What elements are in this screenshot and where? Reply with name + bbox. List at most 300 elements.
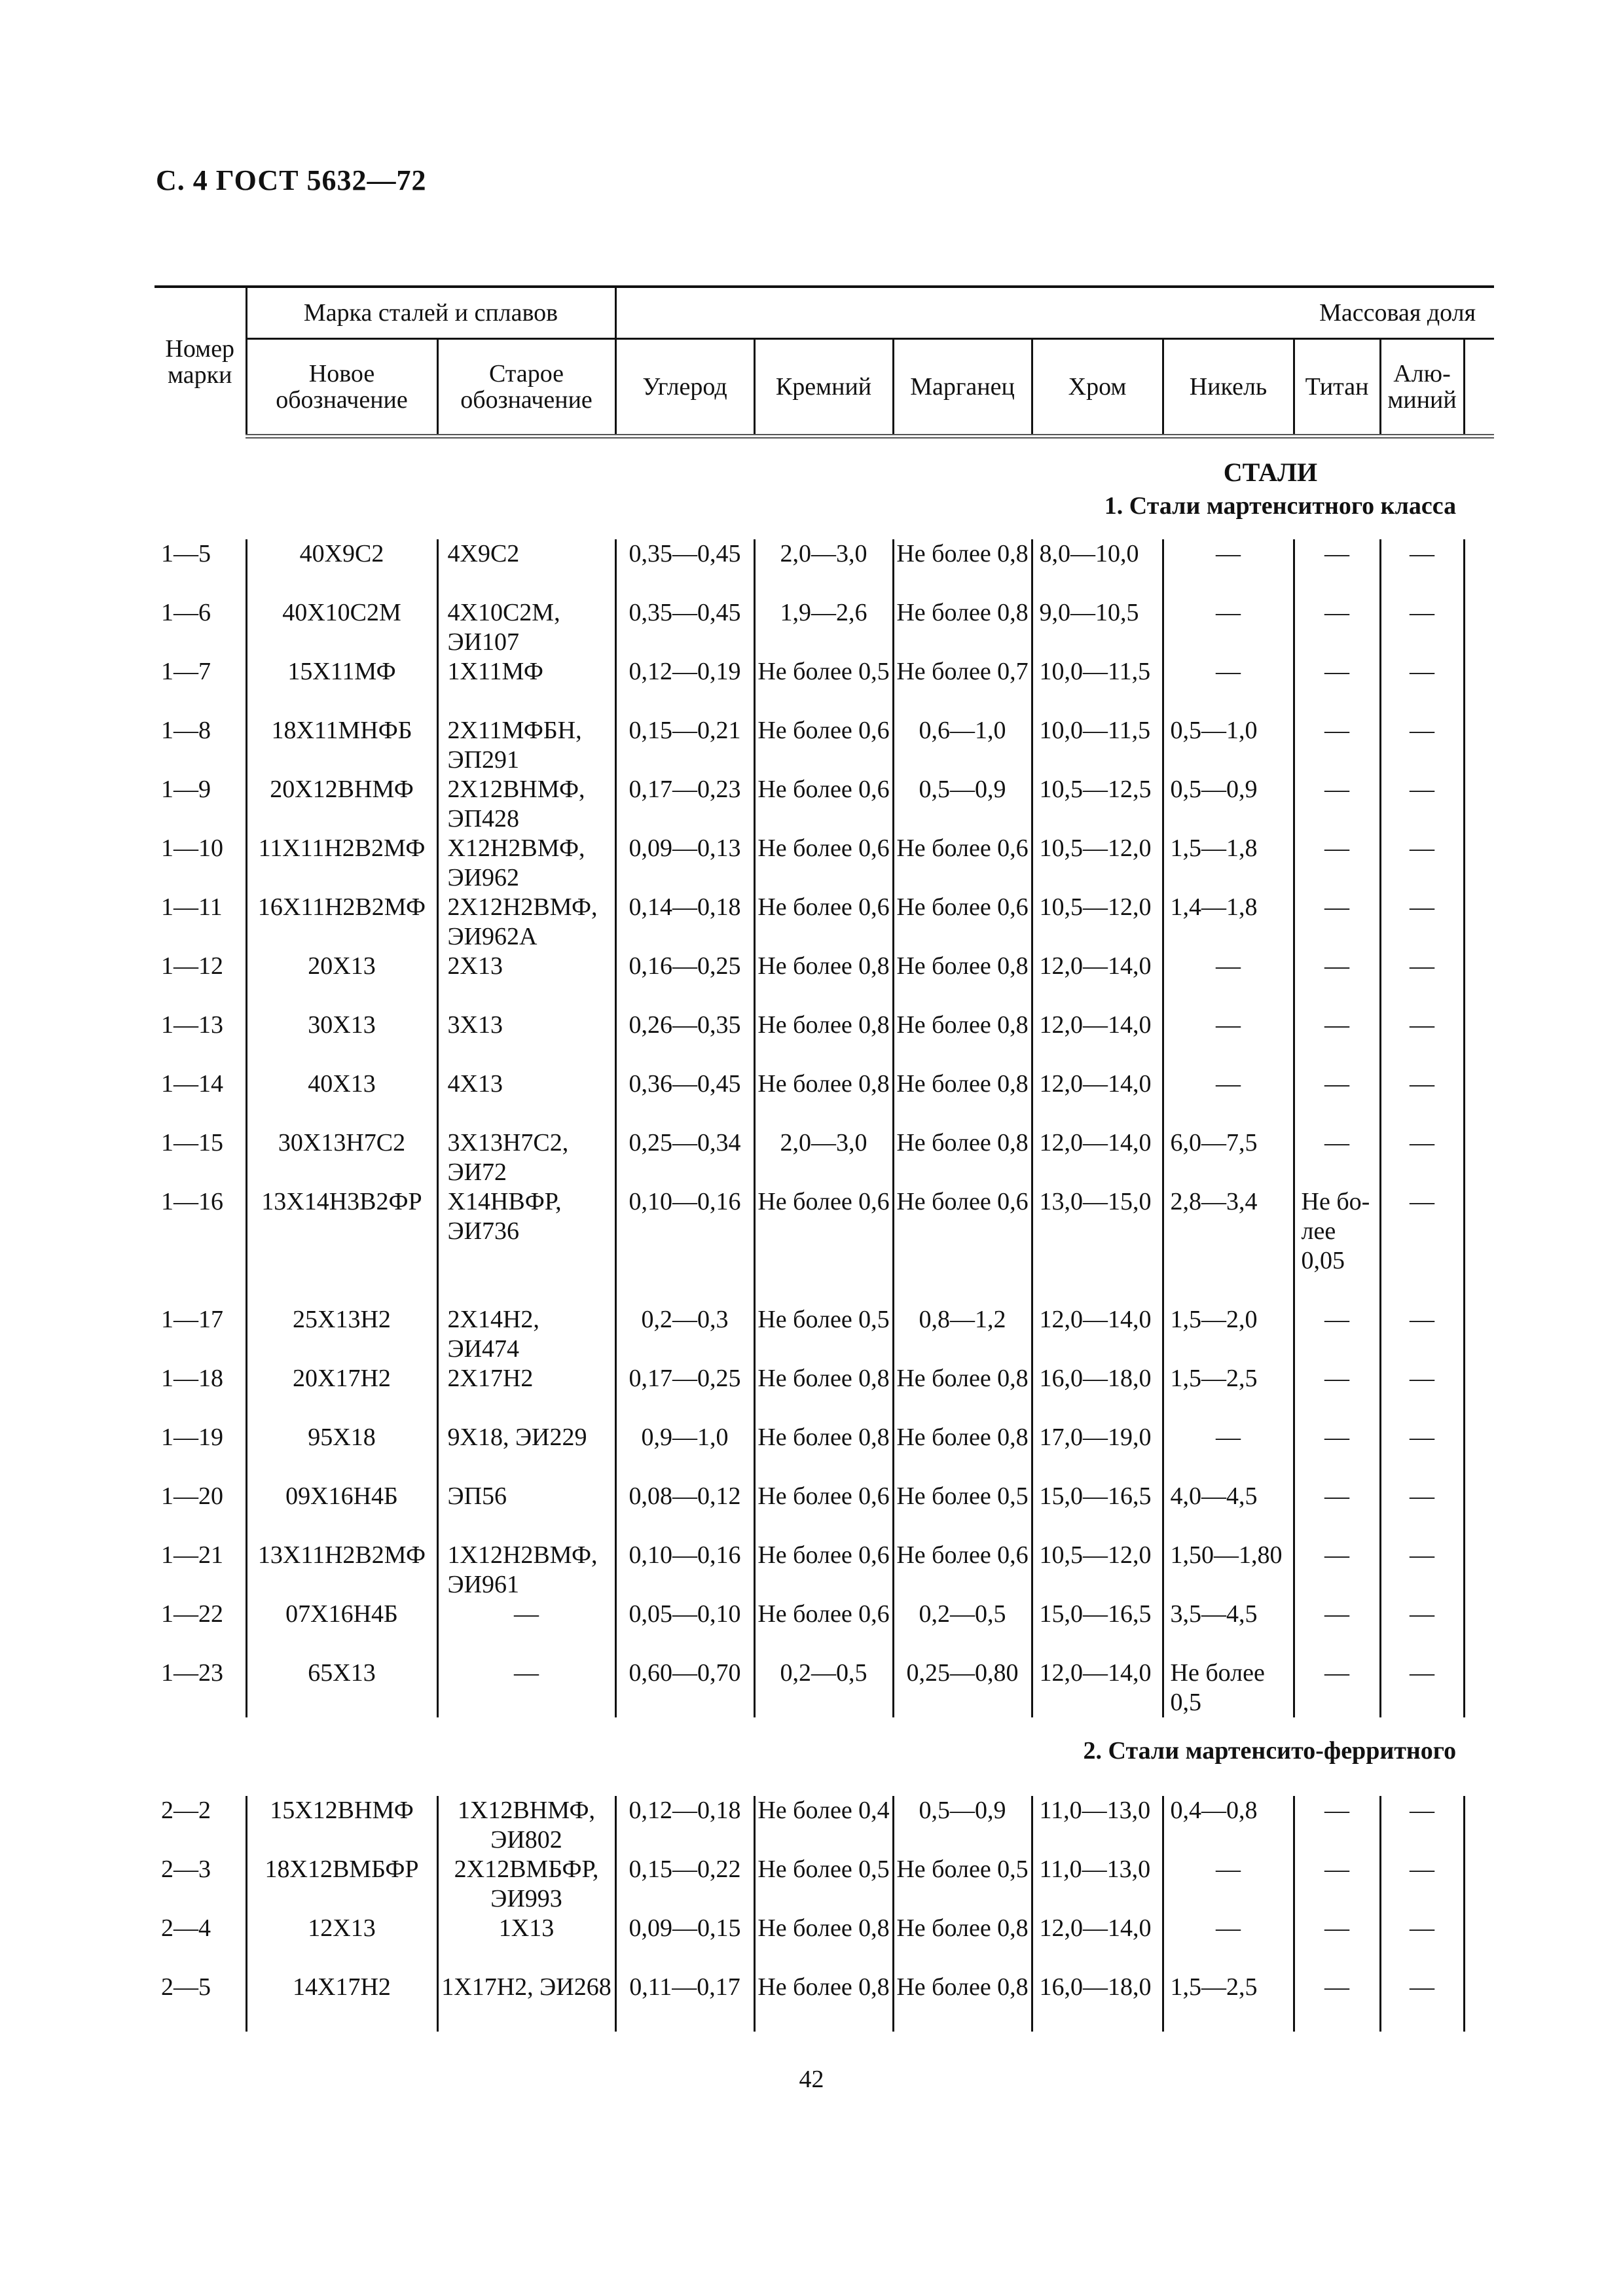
table-row (155, 1187, 1494, 1305)
titanium-value: — (1294, 716, 1380, 775)
chromium-value: 12,0—14,0 (1032, 1914, 1163, 1973)
titanium-value: — (1294, 893, 1380, 952)
composition-table (155, 285, 1494, 2032)
carbon-value: 0,09—0,13 (615, 834, 754, 893)
header-old-designation: Старое обозначение (437, 339, 615, 437)
carbon-value: 0,15—0,21 (615, 716, 754, 775)
row-number: 1—12 (161, 952, 223, 980)
manganese-value: Не более 0,8 (893, 1914, 1032, 1973)
carbon-value: 0,60—0,70 (615, 1659, 754, 1717)
carbon-value: 0,35—0,45 (615, 539, 754, 598)
old-designation: 2Х17Н2 (437, 1364, 615, 1423)
silicon-value: Не более 0,6 (754, 893, 893, 952)
carbon-value: 0,12—0,19 (615, 657, 754, 716)
chromium-value: 10,5—12,0 (1032, 834, 1163, 893)
row-number: 2—5 (161, 1973, 211, 2001)
carbon-value: 0,26—0,35 (615, 1011, 754, 1069)
silicon-value: Не более 0,8 (754, 1423, 893, 1482)
new-designation: 30Х13 (246, 1011, 437, 1069)
chromium-value: 12,0—14,0 (1032, 952, 1163, 1011)
aluminum-value: — (1380, 1128, 1464, 1187)
titanium-value: — (1294, 1973, 1380, 2032)
old-designation: 9Х18, ЭИ229 (437, 1423, 615, 1482)
titanium-value: — (1294, 598, 1380, 657)
carbon-value: 0,9—1,0 (615, 1423, 754, 1482)
aluminum-value: — (1380, 1482, 1464, 1541)
nickel-value: — (1163, 1423, 1294, 1482)
new-designation: 15Х11МФ (246, 657, 437, 716)
row-number: 2—3 (161, 1856, 211, 1883)
old-designation: 4Х10С2М, ЭИ107 (437, 598, 615, 657)
row-number: 2—4 (161, 1914, 211, 1942)
chromium-value: 8,0—10,0 (1032, 539, 1163, 598)
titanium-value: — (1294, 1482, 1380, 1541)
new-designation: 30Х13Н7С2 (246, 1128, 437, 1187)
new-designation: 25Х13Н2 (246, 1305, 437, 1364)
manganese-value: Не более 0,8 (893, 1011, 1032, 1069)
new-designation: 18Х11МНФБ (246, 716, 437, 775)
silicon-value: Не более 0,8 (754, 1011, 893, 1069)
section-1-rows (155, 539, 1494, 1717)
continued-cell (1464, 1914, 1494, 1973)
chromium-value: 15,0—16,5 (1032, 1482, 1163, 1541)
silicon-value: Не более 0,6 (754, 1541, 893, 1600)
nickel-value: 1,5—2,5 (1163, 1364, 1294, 1423)
table-row (155, 952, 1494, 1011)
continued-cell (1464, 1011, 1494, 1069)
continued-cell (1464, 598, 1494, 657)
continued-cell (1464, 1069, 1494, 1128)
titanium-value: Не бо-лее 0,05 (1294, 1187, 1380, 1305)
table-row (155, 716, 1494, 775)
titanium-value: — (1294, 1128, 1380, 1187)
titanium-value: — (1294, 539, 1380, 598)
old-designation: 3Х13Н7С2, ЭИ72 (437, 1128, 615, 1187)
chromium-value: 12,0—14,0 (1032, 1659, 1163, 1717)
manganese-value: Не более 0,8 (893, 1364, 1032, 1423)
table-row (155, 1482, 1494, 1541)
new-designation: 65Х13 (246, 1659, 437, 1717)
silicon-value: Не более 0,6 (754, 1187, 893, 1305)
aluminum-value: — (1380, 1659, 1464, 1717)
old-designation: 1Х11МФ (437, 657, 615, 716)
manganese-value: Не более 0,8 (893, 1069, 1032, 1128)
header-titanium: Титан (1294, 339, 1380, 437)
continued-cell (1464, 1600, 1494, 1659)
nickel-value: 2,8—3,4 (1163, 1187, 1294, 1305)
aluminum-value: — (1380, 952, 1464, 1011)
carbon-value: 0,14—0,18 (615, 893, 754, 952)
continued-cell (1464, 1659, 1494, 1717)
row-number: 1—21 (161, 1541, 223, 1569)
aluminum-value: — (1380, 1187, 1464, 1305)
titanium-value: — (1294, 657, 1380, 716)
header-continued (1464, 339, 1494, 437)
row-number: 1—7 (161, 658, 211, 685)
titanium-value: — (1294, 1305, 1380, 1364)
row-number: 1—10 (161, 834, 223, 862)
new-designation: 40Х13 (246, 1069, 437, 1128)
manganese-value: 0,6—1,0 (893, 716, 1032, 775)
new-designation: 09Х16Н4Б (246, 1482, 437, 1541)
header-carbon: Углерод (615, 339, 754, 437)
new-designation: 40Х10С2М (246, 598, 437, 657)
chromium-value: 10,5—12,0 (1032, 893, 1163, 952)
row-number: 1—8 (161, 717, 211, 744)
manganese-value: Не более 0,6 (893, 893, 1032, 952)
new-designation: 12Х13 (246, 1914, 437, 1973)
old-designation: 2Х14Н2, ЭИ474 (437, 1305, 615, 1364)
table-row (155, 657, 1494, 716)
chromium-value: 17,0—19,0 (1032, 1423, 1163, 1482)
old-designation: 1Х17Н2, ЭИ268 (437, 1973, 615, 2032)
old-designation: 2Х12ВМБФР, ЭИ993 (437, 1855, 615, 1914)
aluminum-value: — (1380, 1305, 1464, 1364)
new-designation: 16Х11Н2В2МФ (246, 893, 437, 952)
page-header: С. 4 ГОСТ 5632—72 (156, 164, 427, 196)
nickel-value: 1,4—1,8 (1163, 893, 1294, 952)
table-row (155, 834, 1494, 893)
carbon-value: 0,10—0,16 (615, 1187, 754, 1305)
carbon-value: 0,17—0,23 (615, 775, 754, 834)
chromium-value: 10,0—11,5 (1032, 716, 1163, 775)
new-designation: 14Х17Н2 (246, 1973, 437, 2032)
table-row (155, 1600, 1494, 1659)
titanium-value: — (1294, 1423, 1380, 1482)
silicon-value: Не более 0,8 (754, 1914, 893, 1973)
new-designation: 13Х14Н3В2ФР (246, 1187, 437, 1305)
carbon-value: 0,16—0,25 (615, 952, 754, 1011)
old-designation: 1Х12ВНМФ, ЭИ802 (437, 1796, 615, 1855)
header-aluminum: Алю-миний (1380, 339, 1464, 437)
manganese-value: Не более 0,8 (893, 952, 1032, 1011)
nickel-value: — (1163, 1914, 1294, 1973)
old-designation: 3Х13 (437, 1011, 615, 1069)
carbon-value: 0,2—0,3 (615, 1305, 754, 1364)
old-designation: 2Х12Н2ВМФ, ЭИ962А (437, 893, 615, 952)
chromium-value: 12,0—14,0 (1032, 1128, 1163, 1187)
titanium-value: — (1294, 952, 1380, 1011)
aluminum-value: — (1380, 1423, 1464, 1482)
section-2-title: 2. Стали мартенсито-ферритного (1083, 1736, 1457, 1765)
section-headings-1 (155, 437, 1494, 540)
silicon-value: 0,2—0,5 (754, 1659, 893, 1717)
aluminum-value: — (1380, 775, 1464, 834)
manganese-value: Не более 0,5 (893, 1855, 1032, 1914)
manganese-value: Не более 0,6 (893, 1187, 1032, 1305)
titanium-value: — (1294, 1855, 1380, 1914)
continued-cell (1464, 775, 1494, 834)
manganese-value: 0,8—1,2 (893, 1305, 1032, 1364)
old-designation: 2Х11МФБН, ЭП291 (437, 716, 615, 775)
aluminum-value: — (1380, 1914, 1464, 1973)
old-designation: 4Х9С2 (437, 539, 615, 598)
titanium-value: — (1294, 1541, 1380, 1600)
silicon-value: Не более 0,6 (754, 716, 893, 775)
aluminum-value: — (1380, 657, 1464, 716)
chromium-value: 9,0—10,5 (1032, 598, 1163, 657)
row-number: 1—16 (161, 1188, 223, 1215)
carbon-value: 0,35—0,45 (615, 598, 754, 657)
continued-cell (1464, 1364, 1494, 1423)
row-number: 1—19 (161, 1424, 223, 1451)
manganese-value: Не более 0,6 (893, 1541, 1032, 1600)
aluminum-value: — (1380, 1796, 1464, 1855)
new-designation: 15Х12ВНМФ (246, 1796, 437, 1855)
carbon-value: 0,08—0,12 (615, 1482, 754, 1541)
carbon-value: 0,17—0,25 (615, 1364, 754, 1423)
continued-cell (1464, 1541, 1494, 1600)
header-manganese: Марганец (893, 339, 1032, 437)
row-number: 1—17 (161, 1306, 223, 1333)
header-nickel: Никель (1163, 339, 1294, 437)
aluminum-value: — (1380, 1541, 1464, 1600)
aluminum-value: — (1380, 834, 1464, 893)
nickel-value: 1,5—1,8 (1163, 834, 1294, 893)
titanium-value: — (1294, 1796, 1380, 1855)
header-chromium: Хром (1032, 339, 1163, 437)
nickel-value: 1,5—2,5 (1163, 1973, 1294, 2032)
chromium-value: 12,0—14,0 (1032, 1069, 1163, 1128)
manganese-value: Не более 0,5 (893, 1482, 1032, 1541)
old-designation: Х14НВФР, ЭИ736 (437, 1187, 615, 1305)
nickel-value: 6,0—7,5 (1163, 1128, 1294, 1187)
section-stali: СТАЛИ (1223, 457, 1318, 487)
manganese-value: 0,5—0,9 (893, 1796, 1032, 1855)
row-number: 1—11 (161, 893, 223, 921)
old-designation: Х12Н2ВМФ, ЭИ962 (437, 834, 615, 893)
continued-cell (1464, 1128, 1494, 1187)
row-number: 1—23 (161, 1659, 223, 1687)
old-designation: 1Х13 (437, 1914, 615, 1973)
chromium-value: 16,0—18,0 (1032, 1364, 1163, 1423)
continued-cell (1464, 893, 1494, 952)
silicon-value: Не более 0,8 (754, 1069, 893, 1128)
manganese-value: Не более 0,7 (893, 657, 1032, 716)
header-new-designation: Новое обозначение (246, 339, 437, 437)
titanium-value: — (1294, 775, 1380, 834)
chromium-value: 12,0—14,0 (1032, 1305, 1163, 1364)
nickel-value: 1,50—1,80 (1163, 1541, 1294, 1600)
continued-cell (1464, 1482, 1494, 1541)
table-row (155, 1069, 1494, 1128)
aluminum-value: — (1380, 1973, 1464, 2032)
row-number: 1—18 (161, 1365, 223, 1392)
row-number: 1—14 (161, 1070, 223, 1098)
continued-cell (1464, 1305, 1494, 1364)
old-designation: 2Х13 (437, 952, 615, 1011)
row-number: 1—20 (161, 1482, 223, 1510)
table-row (155, 893, 1494, 952)
continued-cell (1464, 834, 1494, 893)
silicon-value: Не более 0,6 (754, 1600, 893, 1659)
table-row (155, 1914, 1494, 1973)
silicon-value: Не более 0,6 (754, 1482, 893, 1541)
chromium-value: 10,5—12,0 (1032, 1541, 1163, 1600)
row-number: 1—6 (161, 599, 211, 626)
titanium-value: — (1294, 1011, 1380, 1069)
continued-cell (1464, 1973, 1494, 2032)
new-designation: 07Х16Н4Б (246, 1600, 437, 1659)
table-row (155, 1364, 1494, 1423)
manganese-value: Не более 0,8 (893, 1973, 1032, 2032)
new-designation: 20Х12ВНМФ (246, 775, 437, 834)
silicon-value: Не более 0,8 (754, 1973, 893, 2032)
titanium-value: — (1294, 1600, 1380, 1659)
row-number: 1—9 (161, 776, 211, 803)
carbon-value: 0,11—0,17 (615, 1973, 754, 2032)
silicon-value: Не более 0,8 (754, 952, 893, 1011)
carbon-value: 0,15—0,22 (615, 1855, 754, 1914)
manganese-value: 0,25—0,80 (893, 1659, 1032, 1717)
section-2-rows (155, 1796, 1494, 2032)
continued-cell (1464, 1855, 1494, 1914)
chromium-value: 12,0—14,0 (1032, 1011, 1163, 1069)
titanium-value: — (1294, 1364, 1380, 1423)
aluminum-value: — (1380, 716, 1464, 775)
silicon-value: Не более 0,4 (754, 1796, 893, 1855)
aluminum-value: — (1380, 1855, 1464, 1914)
table-row (155, 1128, 1494, 1187)
nickel-value: Не более 0,5 (1163, 1659, 1294, 1717)
chromium-value: 16,0—18,0 (1032, 1973, 1163, 2032)
manganese-value: Не более 0,8 (893, 598, 1032, 657)
continued-cell (1464, 1423, 1494, 1482)
aluminum-value: — (1380, 893, 1464, 952)
page-number: 42 (799, 2066, 824, 2093)
old-designation: 2Х12ВНМФ, ЭП428 (437, 775, 615, 834)
header-mark-group: Марка сталей и сплавов (246, 287, 615, 339)
carbon-value: 0,09—0,15 (615, 1914, 754, 1973)
carbon-value: 0,25—0,34 (615, 1128, 754, 1187)
silicon-value: 2,0—3,0 (754, 1128, 893, 1187)
table-row (155, 1973, 1494, 2032)
continued-cell (1464, 1796, 1494, 1855)
table-row (155, 1541, 1494, 1600)
manganese-value: 0,2—0,5 (893, 1600, 1032, 1659)
table-row (155, 1011, 1494, 1069)
carbon-value: 0,36—0,45 (615, 1069, 754, 1128)
continued-cell (1464, 657, 1494, 716)
continued-cell (1464, 539, 1494, 598)
table-row (155, 1305, 1494, 1364)
aluminum-value: — (1380, 1069, 1464, 1128)
manganese-value: 0,5—0,9 (893, 775, 1032, 834)
old-designation: — (437, 1600, 615, 1659)
nickel-value: — (1163, 1855, 1294, 1914)
chromium-value: 10,5—12,5 (1032, 775, 1163, 834)
row-number: 1—5 (161, 540, 211, 567)
row-number: 1—22 (161, 1600, 223, 1628)
nickel-value: — (1163, 952, 1294, 1011)
new-designation: 11Х11Н2В2МФ (246, 834, 437, 893)
header-mass-fraction: Массовая доля (615, 287, 1494, 339)
table-row (155, 1423, 1494, 1482)
table-row (155, 1855, 1494, 1914)
chromium-value: 11,0—13,0 (1032, 1855, 1163, 1914)
table-row (155, 1796, 1494, 1855)
table-row (155, 598, 1494, 657)
nickel-value: 3,5—4,5 (1163, 1600, 1294, 1659)
continued-cell (1464, 1187, 1494, 1305)
table-row (155, 1659, 1494, 1717)
silicon-value: Не более 0,5 (754, 657, 893, 716)
aluminum-value: — (1380, 598, 1464, 657)
titanium-value: — (1294, 1659, 1380, 1717)
nickel-value: 4,0—4,5 (1163, 1482, 1294, 1541)
chromium-value: 11,0—13,0 (1032, 1796, 1163, 1855)
old-designation: 1Х12Н2ВМФ, ЭИ961 (437, 1541, 615, 1600)
new-designation: 13Х11Н2В2МФ (246, 1541, 437, 1600)
continued-cell (1464, 716, 1494, 775)
manganese-value: Не более 0,8 (893, 539, 1032, 598)
nickel-value: 1,5—2,0 (1163, 1305, 1294, 1364)
chromium-value: 13,0—15,0 (1032, 1187, 1163, 1305)
table-header (155, 287, 1494, 437)
aluminum-value: — (1380, 539, 1464, 598)
nickel-value: — (1163, 1069, 1294, 1128)
silicon-value: Не более 0,5 (754, 1855, 893, 1914)
continued-cell (1464, 952, 1494, 1011)
nickel-value: 0,4—0,8 (1163, 1796, 1294, 1855)
row-number: 1—15 (161, 1129, 223, 1157)
silicon-value: Не более 0,6 (754, 775, 893, 834)
aluminum-value: — (1380, 1364, 1464, 1423)
header-number: Номер марки (155, 287, 246, 437)
old-designation: — (437, 1659, 615, 1717)
chromium-value: 15,0—16,5 (1032, 1600, 1163, 1659)
nickel-value: 0,5—0,9 (1163, 775, 1294, 834)
old-designation: ЭП56 (437, 1482, 615, 1541)
carbon-value: 0,10—0,16 (615, 1541, 754, 1600)
row-number: 1—13 (161, 1011, 223, 1039)
section-headings-2 (155, 1717, 1494, 1796)
nickel-value: — (1163, 1011, 1294, 1069)
silicon-value: Не более 0,8 (754, 1364, 893, 1423)
table-row (155, 775, 1494, 834)
new-designation: 20Х13 (246, 952, 437, 1011)
titanium-value: — (1294, 1069, 1380, 1128)
titanium-value: — (1294, 834, 1380, 893)
nickel-value: 0,5—1,0 (1163, 716, 1294, 775)
old-designation: 4Х13 (437, 1069, 615, 1128)
nickel-value: — (1163, 657, 1294, 716)
silicon-value: Не более 0,6 (754, 834, 893, 893)
new-designation: 18Х12ВМБФР (246, 1855, 437, 1914)
carbon-value: 0,12—0,18 (615, 1796, 754, 1855)
section-1-title: 1. Стали мартенситного класса (1104, 492, 1457, 520)
new-designation: 40Х9С2 (246, 539, 437, 598)
manganese-value: Не более 0,6 (893, 834, 1032, 893)
new-designation: 95Х18 (246, 1423, 437, 1482)
nickel-value: — (1163, 539, 1294, 598)
titanium-value: — (1294, 1914, 1380, 1973)
nickel-value: — (1163, 598, 1294, 657)
silicon-value: 2,0—3,0 (754, 539, 893, 598)
aluminum-value: — (1380, 1011, 1464, 1069)
table-row (155, 539, 1494, 598)
manganese-value: Не более 0,8 (893, 1423, 1032, 1482)
aluminum-value: — (1380, 1600, 1464, 1659)
carbon-value: 0,05—0,10 (615, 1600, 754, 1659)
new-designation: 20Х17Н2 (246, 1364, 437, 1423)
silicon-value: 1,9—2,6 (754, 598, 893, 657)
silicon-value: Не более 0,5 (754, 1305, 893, 1364)
row-number: 2—2 (161, 1797, 211, 1824)
header-silicon: Кремний (754, 339, 893, 437)
composition-table-sheet (155, 285, 1494, 2032)
chromium-value: 10,0—11,5 (1032, 657, 1163, 716)
